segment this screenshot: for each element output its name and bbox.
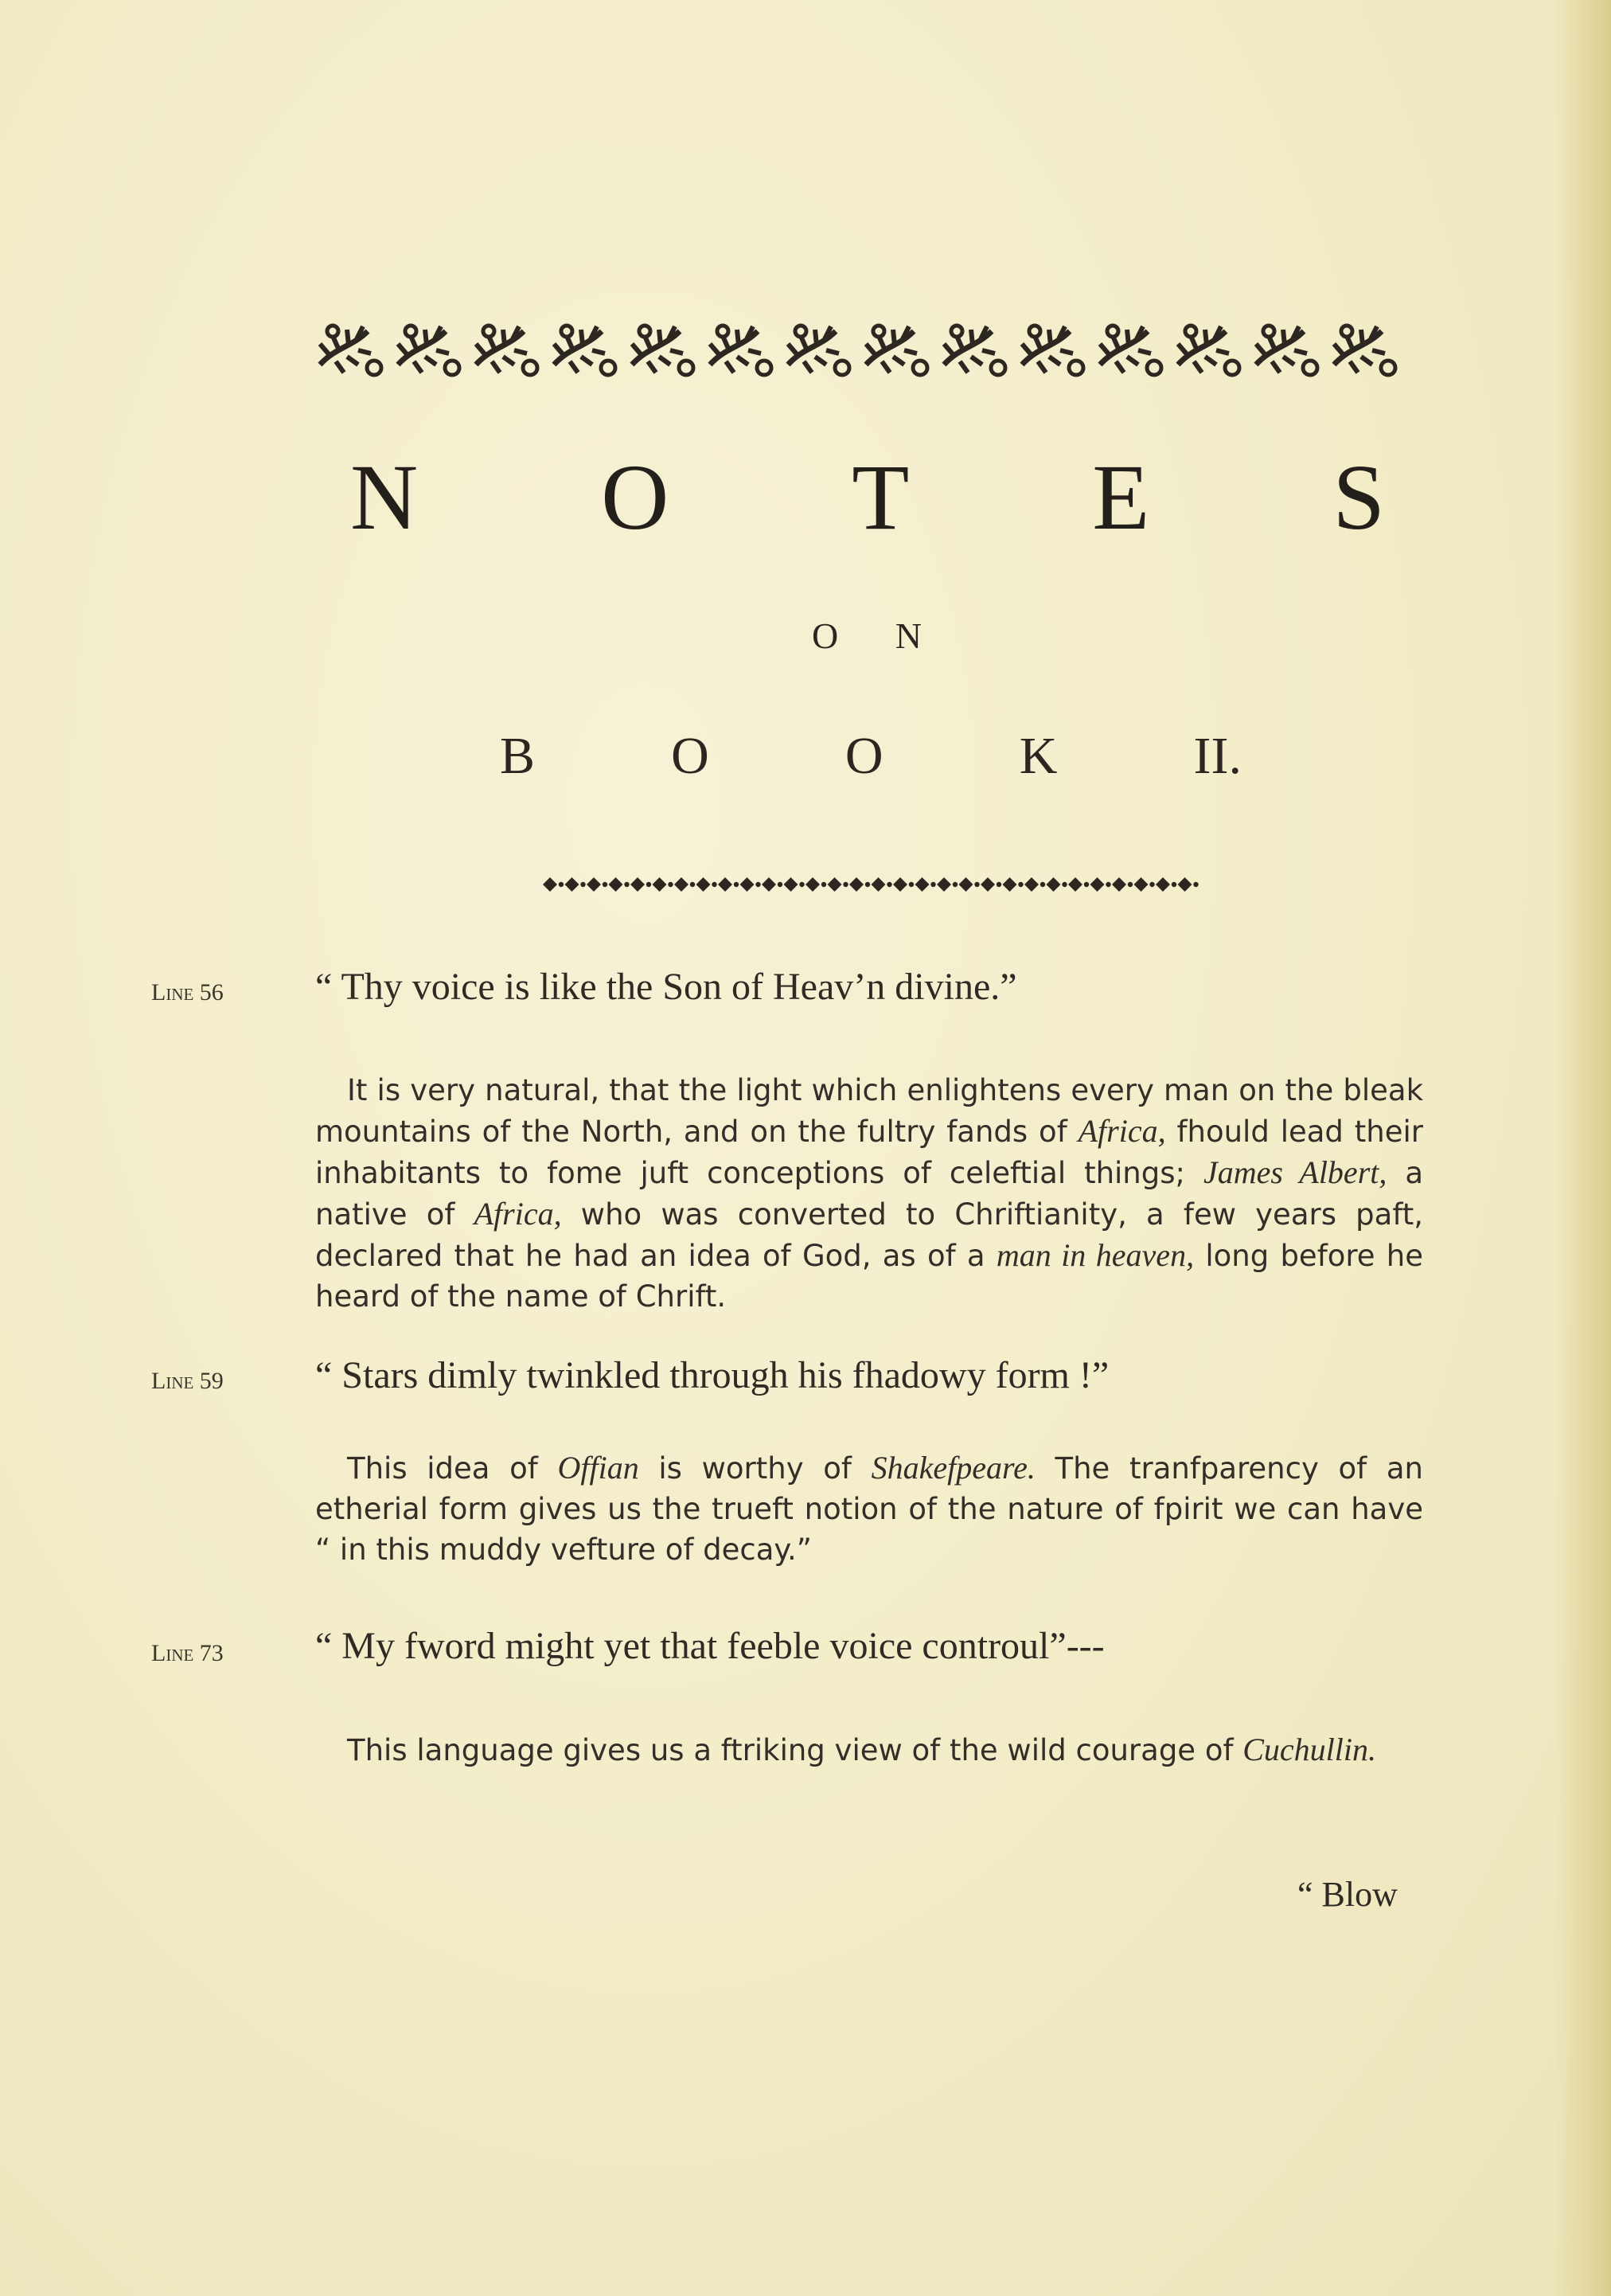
floral-ornament [312, 315, 1423, 382]
note-line-label: Line 56 [151, 979, 224, 1005]
italic-term: Africa, [474, 1196, 562, 1232]
page-edge-shadow [1555, 0, 1611, 2296]
italic-term: Africa, [1078, 1113, 1166, 1149]
note-line-label: Line 59 [151, 1368, 224, 1394]
italic-term: James Albert, [1203, 1154, 1387, 1190]
italic-term: Shakefpeare. [871, 1450, 1036, 1486]
note-quote: “ Stars dimly twinkled through his fhadowy form !” [315, 1354, 1110, 1396]
book-letter: B [500, 727, 536, 785]
note-line-label: Line 73 [151, 1640, 224, 1666]
italic-term: Cuchullin. [1242, 1732, 1377, 1767]
catchword: “ Blow [1297, 1875, 1398, 1914]
title-letter: T [852, 445, 910, 549]
note-body: This language gives us a ftriking view of the wild courage of Cuchullin. [347, 1732, 1377, 1767]
ornamental-divider [543, 873, 1203, 896]
book-letter: II. [1193, 727, 1242, 785]
note-quote: “ Thy voice is like the Son of Heav’n divine.” [315, 966, 1017, 1008]
title-letter: N [350, 445, 419, 549]
italic-term: Offian [557, 1450, 639, 1486]
subtitle-on: O N [812, 615, 946, 656]
page-title [350, 446, 1385, 549]
note-body: It is very natural, that the light which enlightens every man on the bleak mountains of the North, and on the fultry fands of Africa, fhould lead their inhabitants to fome juft conceptions of celeftial things; James Albert, a native of Africa, who was converted to Chriftianity, a few years paft, declared that he had an idea of God, as of a man in heaven, long before he heard of the name of Chrift. [315, 1073, 1424, 1314]
note-quote: “ My fword might yet that feeble voice controul”--- [315, 1625, 1105, 1667]
title-letter: S [1332, 445, 1385, 549]
book-letter: K [1019, 727, 1058, 785]
book-letter: O [845, 727, 884, 785]
title-letter: O [601, 445, 669, 549]
title-letter: E [1092, 445, 1150, 549]
italic-term: man in heaven, [996, 1237, 1195, 1273]
book-heading [500, 724, 1242, 788]
book-letter: O [671, 727, 709, 785]
note-body: This idea of Offian is worthy of Shakefpeare. The tranfparency of an etherial form gives us the trueft notion of the nature of fpirit we can have “ in this muddy vefture of decay.” [315, 1450, 1423, 1567]
